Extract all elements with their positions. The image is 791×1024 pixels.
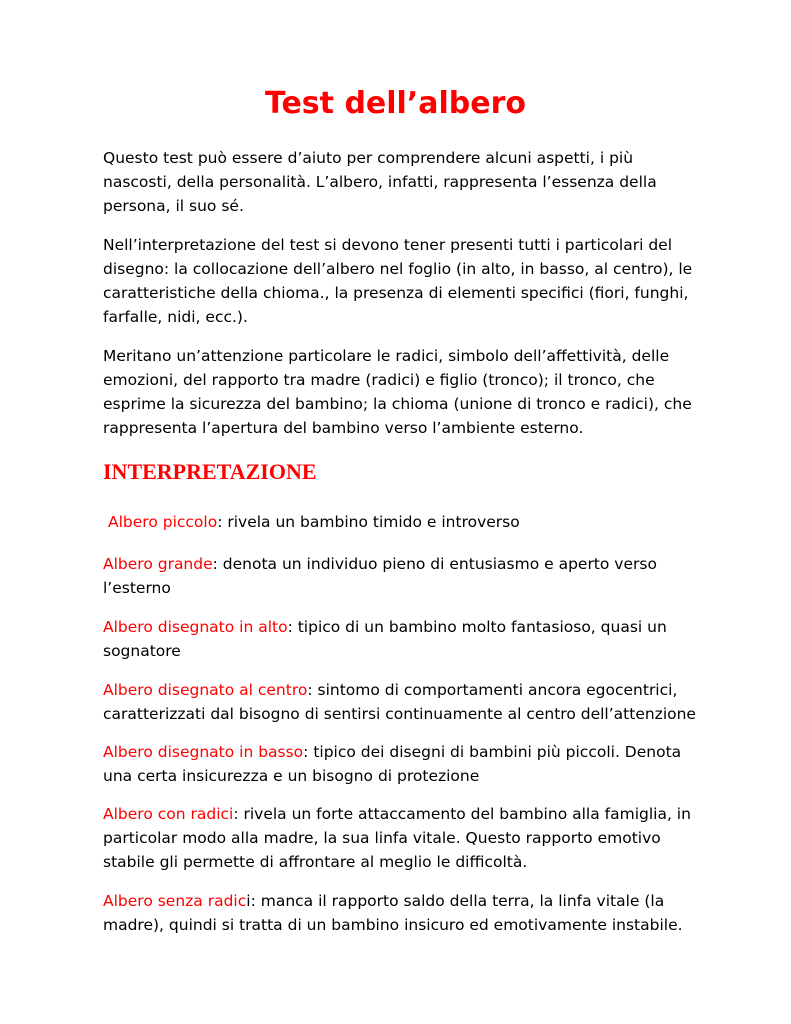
item-separator: :	[303, 743, 309, 761]
intro-paragraph: Questo test può essere d’aiuto per comprendere alcuni aspetti, i più nascosti, della personalità. L’albero, infatti, rappresenta l’essenza della persona, il suo sé.	[103, 149, 657, 215]
item-separator: :	[287, 618, 293, 636]
item-term: Albero senza radic	[103, 892, 247, 910]
item-text: rivela un forte attaccamento del bambino alla famiglia, in particolar modo alla madre, la sua linfa vitale. Questo rapporto emotivo stabile gli permette di affrontare al meglio le difficoltà.	[103, 805, 691, 871]
item-term: Albero piccolo	[108, 513, 218, 531]
list-item	[103, 678, 703, 726]
item-term: Albero disegnato in basso	[103, 743, 304, 761]
item-separator: :	[212, 555, 218, 573]
item-separator: :	[307, 681, 313, 699]
list-item	[103, 615, 703, 663]
page-title: Test dell’albero	[264, 86, 526, 121]
list-item	[103, 552, 703, 600]
item-separator: :	[217, 513, 223, 531]
item-text: rivela un bambino timido e introverso	[222, 513, 520, 531]
item-text: tipico di un bambino molto fantasioso, quasi un sognatore	[103, 618, 667, 660]
list-item	[103, 889, 703, 937]
item-text: manca il rapporto saldo della terra, la linfa vitale (la madre), quindi si tratta di un bambino insicuro ed emotivamente instabile.	[103, 892, 683, 934]
item-term: Albero disegnato al centro	[103, 681, 308, 699]
list-item	[103, 802, 703, 874]
list-item	[103, 740, 703, 788]
item-separator: :	[233, 805, 239, 823]
list-item	[108, 510, 708, 534]
item-text: denota un individuo pieno di entusiasmo e aperto verso l’esterno	[103, 555, 657, 597]
item-separator: i:	[246, 892, 256, 910]
item-term: Albero con radici	[103, 805, 234, 823]
item-term: Albero grande	[103, 555, 213, 573]
section-heading: INTERPRETAZIONE	[103, 459, 317, 484]
item-text: tipico dei disegni di bambini più piccoli. Denota una certa insicurezza e un bisogno di protezione	[103, 743, 682, 785]
roots-paragraph: Meritano un’attenzione particolare le radici, simbolo dell’affettività, delle emozioni, del rapporto tra madre (radici) e figlio (tronco); il tronco, che esprime la sicurezza del bambino; la chioma (unione di tronco e radici), che rappresenta l’apertura del bambino verso l’ambiente esterno.	[103, 347, 692, 437]
interpretation-paragraph: Nell’interpretazione del test si devono tener presenti tutti i particolari del disegno: la collocazione dell’albero nel foglio (in alto, in basso, al centro), le caratteristiche della chioma., la presenza di elementi specifici (fiori, funghi, farfalle, nidi, ecc.).	[103, 236, 693, 326]
item-text: sintomo di comportamenti ancora egocentrici, caratterizzati dal bisogno di sentirsi continuamente al centro dell’attenzione	[103, 681, 696, 723]
item-term: Albero disegnato in alto	[103, 618, 288, 636]
